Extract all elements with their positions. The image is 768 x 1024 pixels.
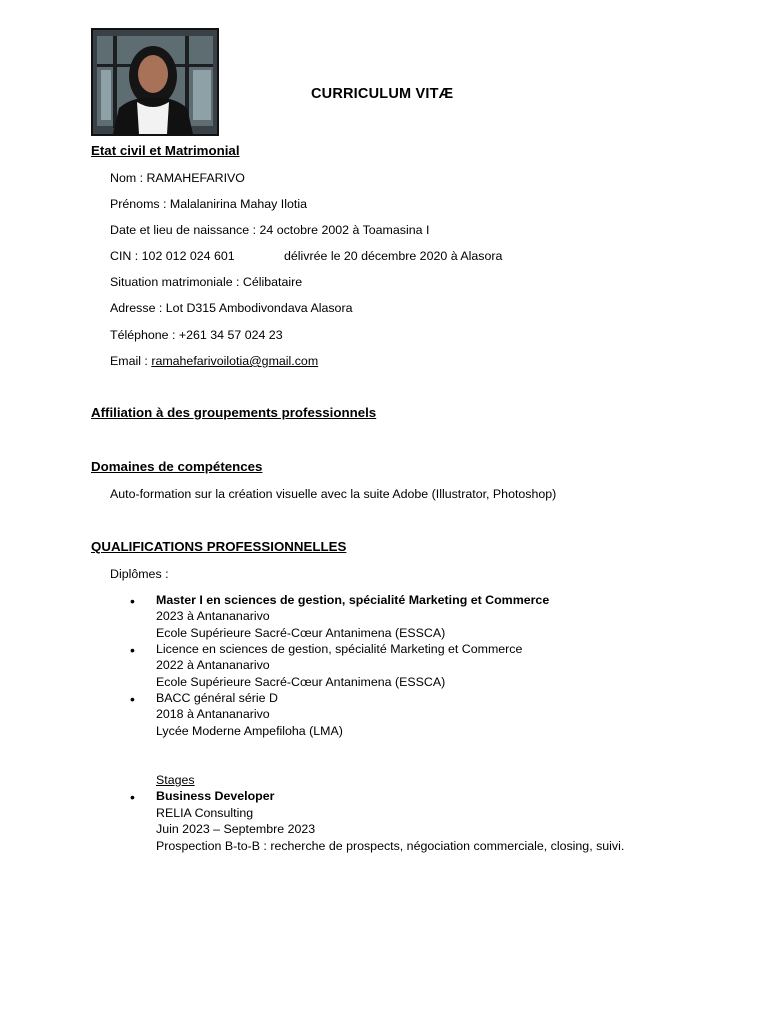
bullet-icon: • xyxy=(130,789,135,805)
page-title: CURRICULUM VITÆ xyxy=(311,86,454,102)
section-heading-civil: Etat civil et Matrimonial xyxy=(91,143,240,158)
stage-title: Business Developer xyxy=(156,789,275,803)
section-heading-affiliation: Affiliation à des groupements professionnels xyxy=(91,405,377,420)
section-heading-domaines: Domaines de compétences xyxy=(91,459,263,474)
stage-period: Juin 2023 – Septembre 2023 xyxy=(156,822,316,836)
diplomes-label: Diplômes : xyxy=(110,567,169,581)
email-link[interactable]: ramahefarivoilotia@gmail.com xyxy=(151,354,319,368)
prenoms-line: Prénoms : Malalanirina Mahay Ilotia xyxy=(110,197,307,211)
diplome-title: BACC général série D xyxy=(156,691,278,705)
diplome-year: 2022 à Antananarivo xyxy=(156,658,270,672)
diplome-school: Lycée Moderne Ampefiloha (LMA) xyxy=(156,724,343,738)
email-line xyxy=(110,354,318,368)
diplome-year: 2018 à Antananarivo xyxy=(156,707,270,721)
telephone-line: Téléphone : +261 34 57 024 23 xyxy=(110,328,283,342)
profile-photo xyxy=(91,28,219,136)
nom-line: Nom : RAMAHEFARIVO xyxy=(110,171,245,185)
stage-description: Prospection B-to-B : recherche de prospects, négociation commerciale, closing, suivi. xyxy=(156,839,625,853)
cin-line: CIN : 102 012 024 601 xyxy=(110,249,235,263)
naissance-line: Date et lieu de naissance : 24 octobre 2002 à Toamasina I xyxy=(110,223,430,237)
domaines-text: Auto-formation sur la création visuelle avec la suite Adobe (Illustrator, Photoshop) xyxy=(110,487,557,501)
diplome-title: Licence en sciences de gestion, spécialité Marketing et Commerce xyxy=(156,642,523,656)
diplome-title: Master I en sciences de gestion, spécialité Marketing et Commerce xyxy=(156,593,550,607)
section-heading-qualifications: QUALIFICATIONS PROFESSIONNELLES xyxy=(91,539,347,554)
diplome-school: Ecole Supérieure Sacré-Cœur Antanimena (ESSCA) xyxy=(156,675,446,689)
situation-line: Situation matrimoniale : Célibataire xyxy=(110,275,303,289)
bullet-icon: • xyxy=(130,593,135,609)
bullet-icon: • xyxy=(130,691,135,707)
bullet-icon: • xyxy=(130,642,135,658)
cin-delivree-line: délivrée le 20 décembre 2020 à Alasora xyxy=(284,249,503,263)
diplome-year: 2023 à Antananarivo xyxy=(156,609,270,623)
adresse-line: Adresse : Lot D315 Ambodivondava Alasora xyxy=(110,301,353,315)
stages-label: Stages xyxy=(156,773,195,787)
email-label: Email : xyxy=(110,354,152,368)
portrait-image xyxy=(93,30,217,134)
stage-company: RELIA Consulting xyxy=(156,806,254,820)
diplome-school: Ecole Supérieure Sacré-Cœur Antanimena (ESSCA) xyxy=(156,626,446,640)
